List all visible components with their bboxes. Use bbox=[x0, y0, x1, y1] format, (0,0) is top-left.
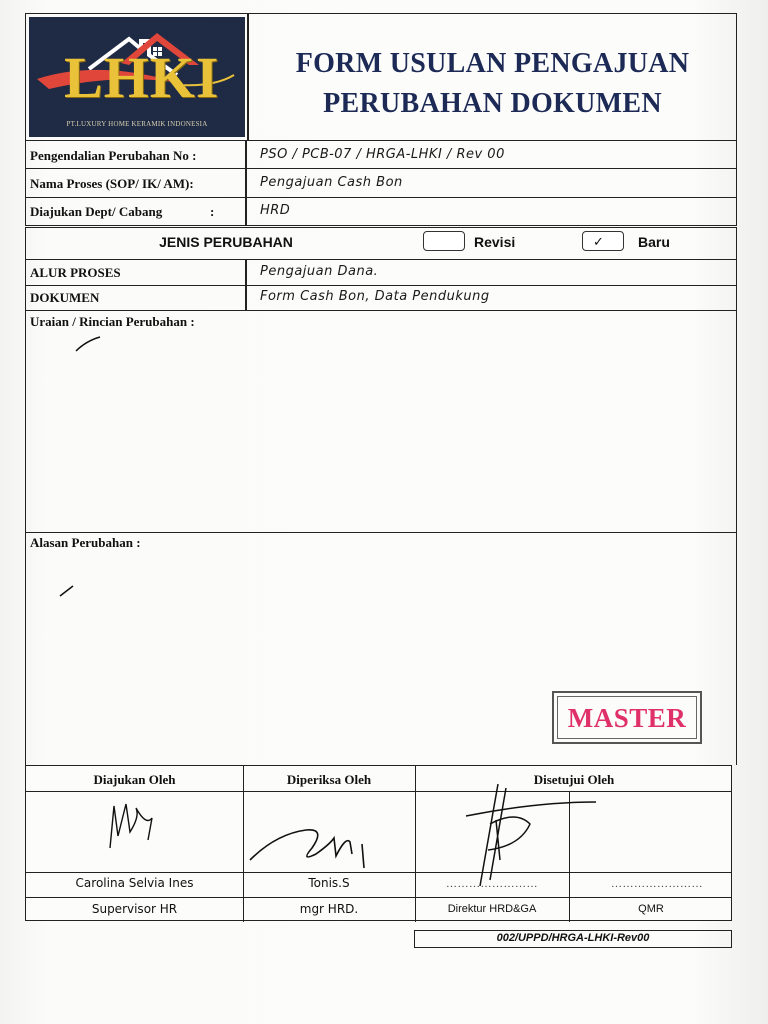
diperiksa-position: mgr HRD. bbox=[299, 902, 359, 916]
form-title-line2: PERUBAHAN DOKUMEN bbox=[323, 88, 662, 119]
diajukan-oleh-header: Diajukan Oleh bbox=[93, 772, 176, 787]
table-line bbox=[26, 791, 731, 792]
check-mark-icon: ✓ bbox=[593, 234, 604, 249]
nama-proses-label: Nama Proses (SOP/ IK/ AM): bbox=[30, 176, 194, 191]
row-divider bbox=[245, 141, 247, 168]
pengendalian-row bbox=[25, 141, 737, 169]
row-divider bbox=[245, 286, 247, 310]
signature-diajukan bbox=[96, 796, 166, 856]
dokumen-row bbox=[25, 286, 737, 311]
diajukan-dept-colon: : bbox=[210, 204, 215, 219]
row-divider bbox=[245, 198, 247, 225]
dokumen-value: Form Cash Bon, Data Pendukung bbox=[260, 289, 490, 304]
alur-proses-row bbox=[25, 260, 737, 286]
diperiksa-oleh-header: Diperiksa Oleh bbox=[286, 772, 372, 787]
form-title bbox=[249, 44, 736, 124]
jenis-perubahan-row bbox=[25, 227, 737, 260]
document-number: 002/UPPD/HRGA-LHKI-Rev00 bbox=[414, 930, 732, 948]
alur-proses-value: Pengajuan Dana. bbox=[260, 264, 379, 279]
row-divider bbox=[245, 169, 247, 197]
table-line bbox=[26, 872, 731, 873]
company-logo bbox=[29, 17, 245, 137]
form-title-line1: FORM USULAN PENGAJUAN bbox=[295, 48, 690, 79]
diajukan-dept-value: HRD bbox=[260, 203, 291, 218]
diperiksa-name: Tonis.S bbox=[308, 876, 350, 890]
baru-label: Baru bbox=[638, 234, 670, 250]
revisi-label: Revisi bbox=[474, 234, 516, 250]
jenis-perubahan-label: JENIS PERUBAHAN bbox=[159, 234, 293, 250]
form-header bbox=[25, 13, 737, 141]
direktur-name-blank: …………………… bbox=[446, 878, 538, 890]
pen-stroke-mark bbox=[74, 335, 104, 355]
pengendalian-label: Pengendalian Perubahan No : bbox=[30, 148, 197, 163]
qmr-position: QMR bbox=[638, 903, 664, 915]
signature-diperiksa bbox=[246, 814, 386, 872]
alur-proses-label: ALUR PROSES bbox=[30, 265, 121, 280]
pengendalian-value: PSO / PCB-07 / HRGA-LHKI / Rev 00 bbox=[260, 147, 505, 162]
signature-disetujui bbox=[436, 780, 616, 892]
logo-wordmark: LHKI bbox=[64, 45, 220, 110]
master-stamp bbox=[552, 691, 702, 744]
pen-stroke-mark bbox=[58, 583, 78, 599]
diajukan-position: Supervisor HR bbox=[91, 902, 178, 916]
dokumen-label: DOKUMEN bbox=[30, 290, 100, 305]
diajukan-dept-row bbox=[25, 198, 737, 226]
nama-proses-value: Pengajuan Cash Bon bbox=[260, 175, 403, 190]
qmr-name-blank: …………………… bbox=[611, 878, 703, 890]
baru-checkbox[interactable] bbox=[582, 231, 624, 251]
master-stamp-text: MASTER bbox=[557, 696, 697, 739]
table-line bbox=[415, 766, 416, 922]
direktur-position: Direktur HRD&GA bbox=[447, 903, 537, 915]
table-line bbox=[26, 897, 731, 898]
uraian-section bbox=[25, 311, 737, 533]
nama-proses-row bbox=[25, 169, 737, 198]
diajukan-name: Carolina Selvia Ines bbox=[75, 876, 194, 890]
alasan-label: Alasan Perubahan : bbox=[30, 535, 141, 550]
revisi-checkbox[interactable] bbox=[423, 231, 465, 251]
disetujui-oleh-header: Disetujui Oleh bbox=[533, 772, 615, 787]
logo-tagline: PT.LUXURY HOME KERAMIK INDONESIA bbox=[66, 120, 208, 128]
row-divider bbox=[245, 260, 247, 285]
uraian-label: Uraian / Rincian Perubahan : bbox=[30, 314, 195, 329]
diajukan-dept-label: Diajukan Dept/ Cabang bbox=[30, 204, 163, 219]
signature-table bbox=[25, 765, 732, 921]
table-line bbox=[243, 766, 244, 922]
